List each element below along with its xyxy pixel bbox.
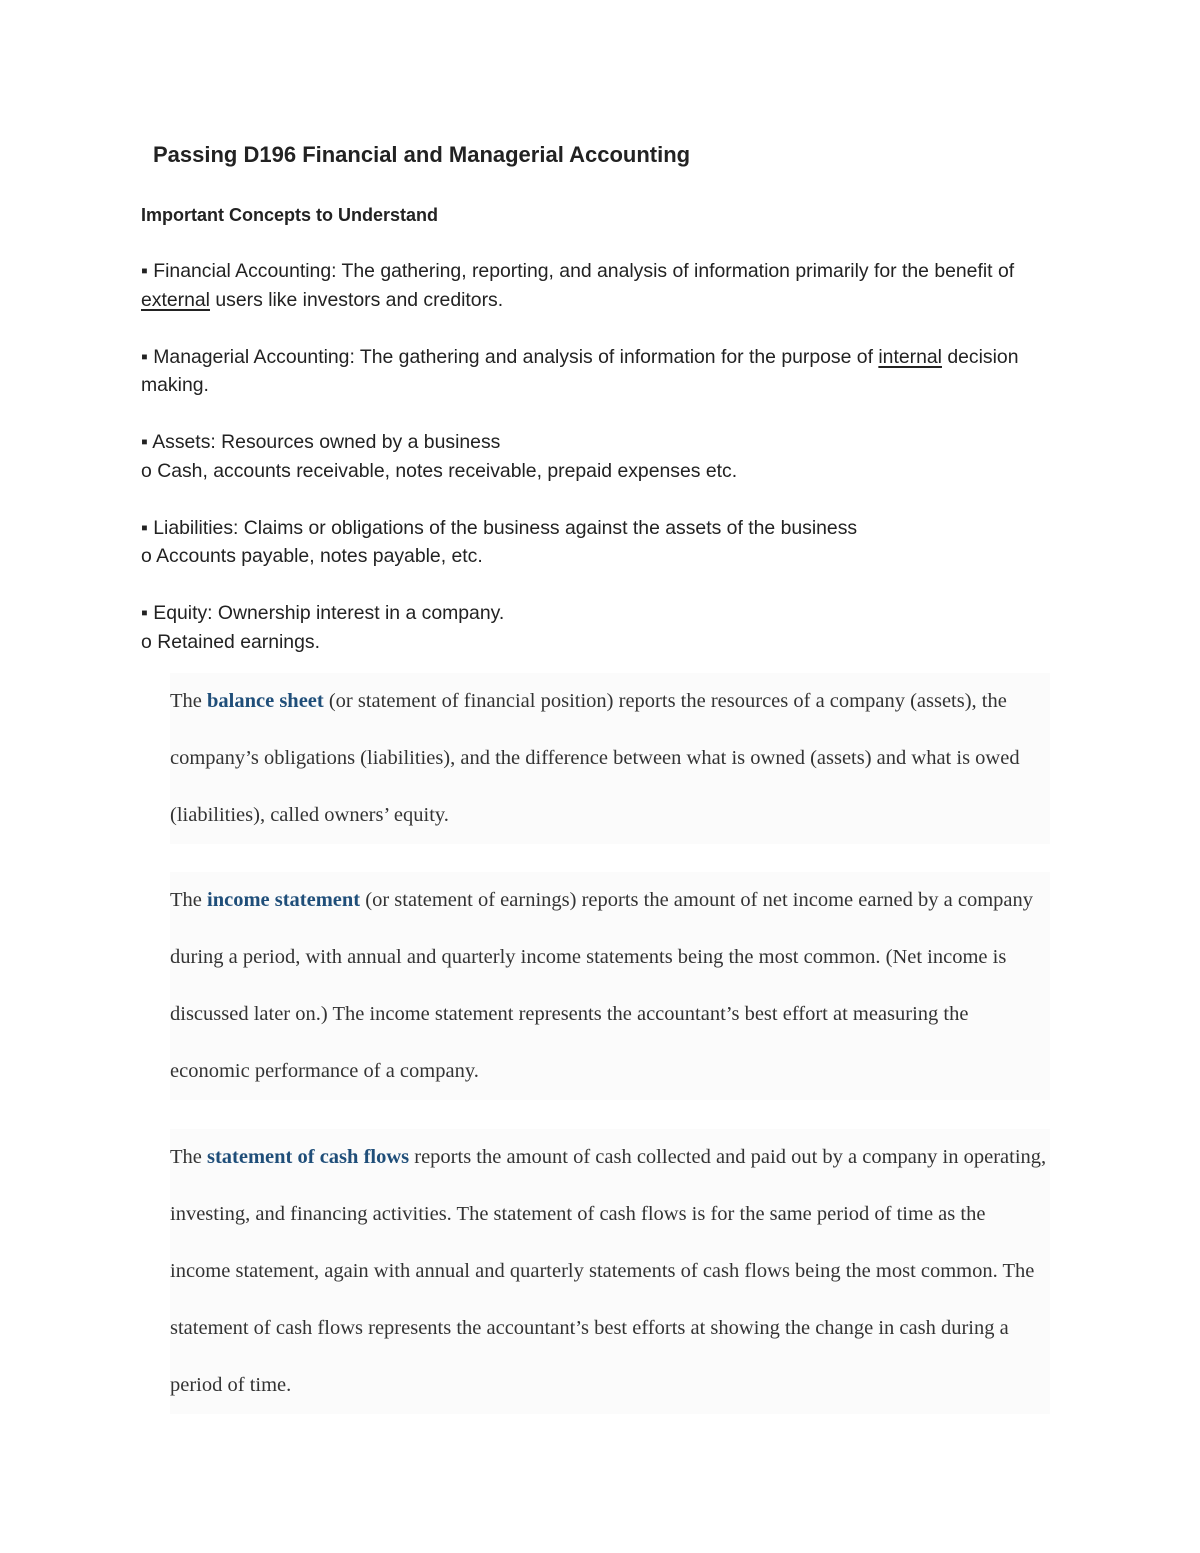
underlined-term-internal: internal: [878, 345, 942, 368]
paragraph-text: [170, 1129, 1050, 1414]
example-text: Accounts payable, notes payable, etc.: [156, 545, 483, 567]
example-text: Cash, accounts receivable, notes receivable, prepaid expenses etc.: [157, 459, 738, 482]
concept-assets: [141, 428, 1081, 485]
bullet-marker: ▪: [141, 516, 148, 539]
bullet-marker: ▪: [141, 602, 148, 624]
concept-example: [141, 542, 1081, 571]
sub-marker: o: [141, 630, 152, 653]
cash-flows-paragraph: [170, 1129, 1050, 1414]
concept-example: [141, 628, 1081, 657]
document-title: Passing D196 Financial and Managerial Accounting: [153, 142, 691, 167]
concept-definition-end: users like investors and creditors.: [215, 288, 504, 311]
sub-marker: o: [141, 545, 152, 567]
paragraph-lead: The: [170, 889, 202, 911]
paragraph-body: (or statement of earnings) reports the amount of net income earned by a company during a period, with annual and quarterly income statements being the most common. (Net income is discussed later on.) The income statement represents the accountant’s best effort at measuring the economic performance of a company.: [170, 889, 1033, 1082]
concept-liabilities: [141, 514, 1081, 571]
paragraph-body: reports the amount of cash collected and paid out by a company in operating, investing, and financing activities. The statement of cash flows is for the same period of time as the income statement, again with annual and quarterly statements of cash flows being the most common. The statement of cash flows represents the accountant’s best efforts at showing the change in cash during a period of time.: [170, 1146, 1047, 1396]
concept-definition: Equity: Ownership interest in a company.: [153, 602, 505, 624]
paragraph-text: [170, 872, 1050, 1100]
example-text: Retained earnings.: [157, 630, 320, 653]
concept-definition: Assets: Resources owned by a business: [152, 431, 501, 453]
concept-text: [141, 428, 1081, 457]
section-heading: Important Concepts to Understand: [141, 205, 439, 225]
bullet-marker: ▪: [141, 431, 148, 453]
concept-text: [141, 343, 1081, 400]
concept-definition: Managerial Accounting: The gathering and analysis of information for the purpose of: [153, 345, 873, 368]
concept-list: [141, 257, 1081, 685]
bullet-marker: ▪: [141, 345, 148, 368]
paragraph-lead: The: [170, 1146, 202, 1168]
paragraph-lead: The: [170, 690, 202, 712]
concept-example: [141, 457, 1081, 486]
concept-definition: Liabilities: Claims or obligations of the business against the assets of the business: [153, 516, 858, 539]
concept-definition: Financial Accounting: The gathering, reporting, and analysis of information primarily for the benefit of: [153, 260, 1015, 282]
concept-financial-accounting: [141, 257, 1081, 314]
term-statement-of-cash-flows: statement of cash flows: [207, 1146, 410, 1168]
concept-managerial-accounting: [141, 343, 1081, 400]
income-statement-paragraph: [170, 872, 1050, 1100]
sub-marker: o: [141, 459, 152, 482]
concept-definition-end: decision making.: [141, 345, 1019, 396]
concept-text: [141, 514, 1081, 543]
concept-text: [141, 257, 1081, 314]
underlined-term-external: external: [141, 288, 210, 311]
concept-text: [141, 599, 1081, 628]
bullet-marker: ▪: [141, 260, 148, 282]
balance-sheet-paragraph: [170, 673, 1050, 844]
paragraph-text: [170, 673, 1050, 844]
concept-equity: [141, 599, 1081, 656]
term-income-statement: income statement: [207, 889, 361, 911]
term-balance-sheet: balance sheet: [207, 690, 324, 712]
paragraph-body: (or statement of financial position) reports the resources of a company (assets), the company’s obligations (liabilities), and the difference between what is owned (assets) and what is owed (liabilities), called owners’ equity.: [170, 690, 1020, 826]
